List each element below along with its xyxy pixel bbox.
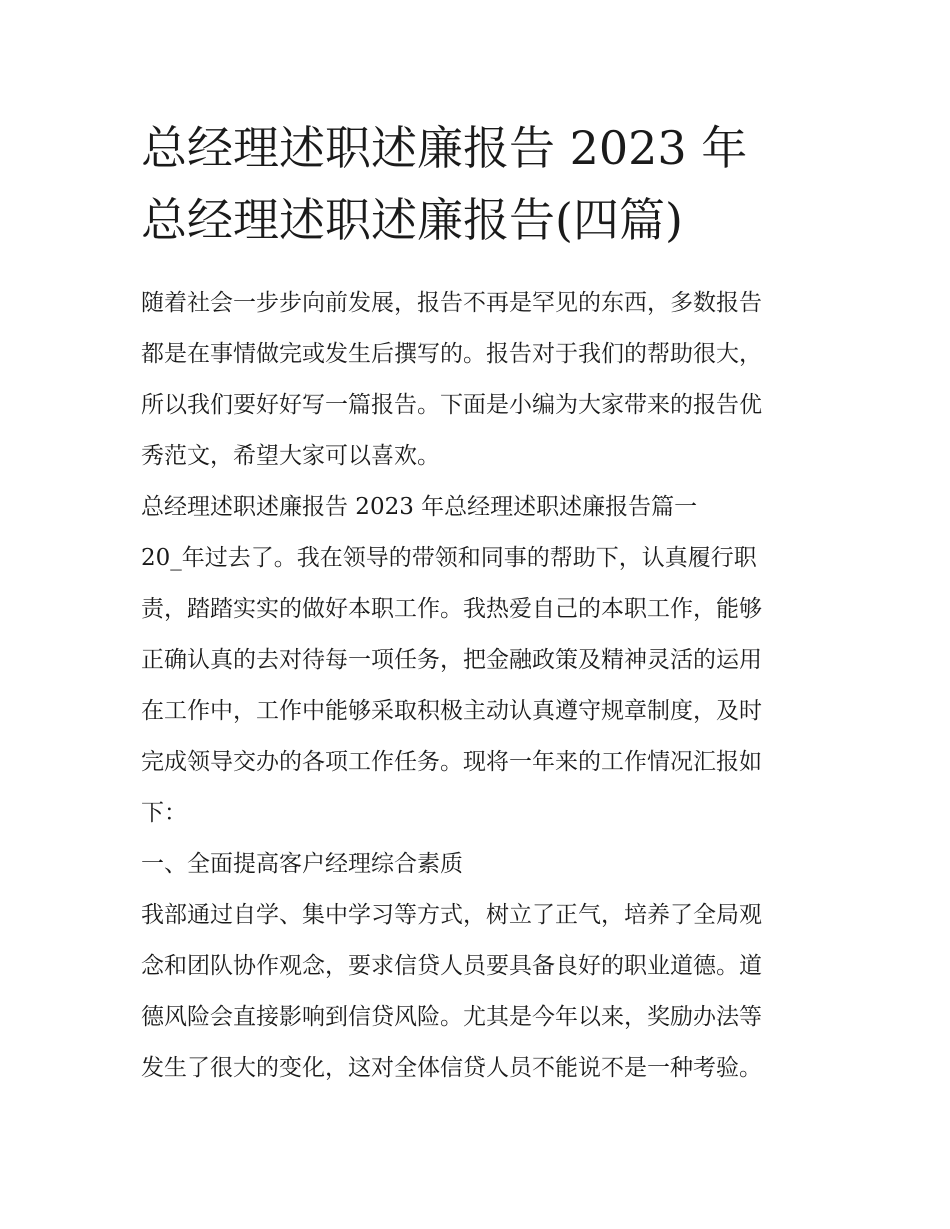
intro-line: 秀范文，希望大家可以喜欢。 xyxy=(141,443,440,469)
document-body xyxy=(141,278,821,1094)
title-line-1: 总经理述职述廉报告 2023 年 xyxy=(141,121,748,175)
paragraph-line: 正确认真的去对待每一项任务，把金融政策及精神灵活的运用 xyxy=(141,647,762,673)
intro-line: 随着社会一步步向前发展，报告不再是罕见的东西，多数报告 xyxy=(141,290,762,316)
intro-line: 所以我们要好好写一篇报告。下面是小编为大家带来的报告优 xyxy=(141,392,762,418)
section-heading: 一、全面提高客户经理综合素质 xyxy=(141,851,463,877)
paragraph-line: 我部通过自学、集中学习等方式，树立了正气，培养了全局观 xyxy=(141,902,762,928)
title-line-2: 总经理述职述廉报告(四篇) xyxy=(141,193,683,247)
paragraph-2 xyxy=(141,890,821,1094)
intro-line: 都是在事情做完或发生后撰写的。报告对于我们的帮助很大， xyxy=(141,341,762,367)
document-title xyxy=(141,112,821,256)
paragraph-line: 在工作中，工作中能够采取积极主动认真遵守规章制度，及时 xyxy=(141,698,762,724)
paragraph-line: 责，踏踏实实的做好本职工作。我热爱自己的本职工作，能够 xyxy=(141,596,762,622)
paragraph-line: 下： xyxy=(141,800,187,826)
intro-paragraph xyxy=(141,278,821,482)
paragraph-1 xyxy=(141,533,821,839)
paragraph-line: 念和团队协作观念，要求信贷人员要具备良好的职业道德。道 xyxy=(141,953,762,979)
paragraph-line: 发生了很大的变化，这对全体信贷人员不能说不是一种考验。 xyxy=(141,1055,762,1081)
article-heading: 总经理述职述廉报告 2023 年总经理述职述廉报告篇一 xyxy=(141,494,698,520)
paragraph-line: 德风险会直接影响到信贷风险。尤其是今年以来，奖励办法等 xyxy=(141,1004,762,1030)
paragraph-line: 完成领导交办的各项工作任务。现将一年来的工作情况汇报如 xyxy=(141,749,762,775)
paragraph-line: 20_年过去了。我在领导的带领和同事的帮助下，认真履行职 xyxy=(141,545,757,571)
